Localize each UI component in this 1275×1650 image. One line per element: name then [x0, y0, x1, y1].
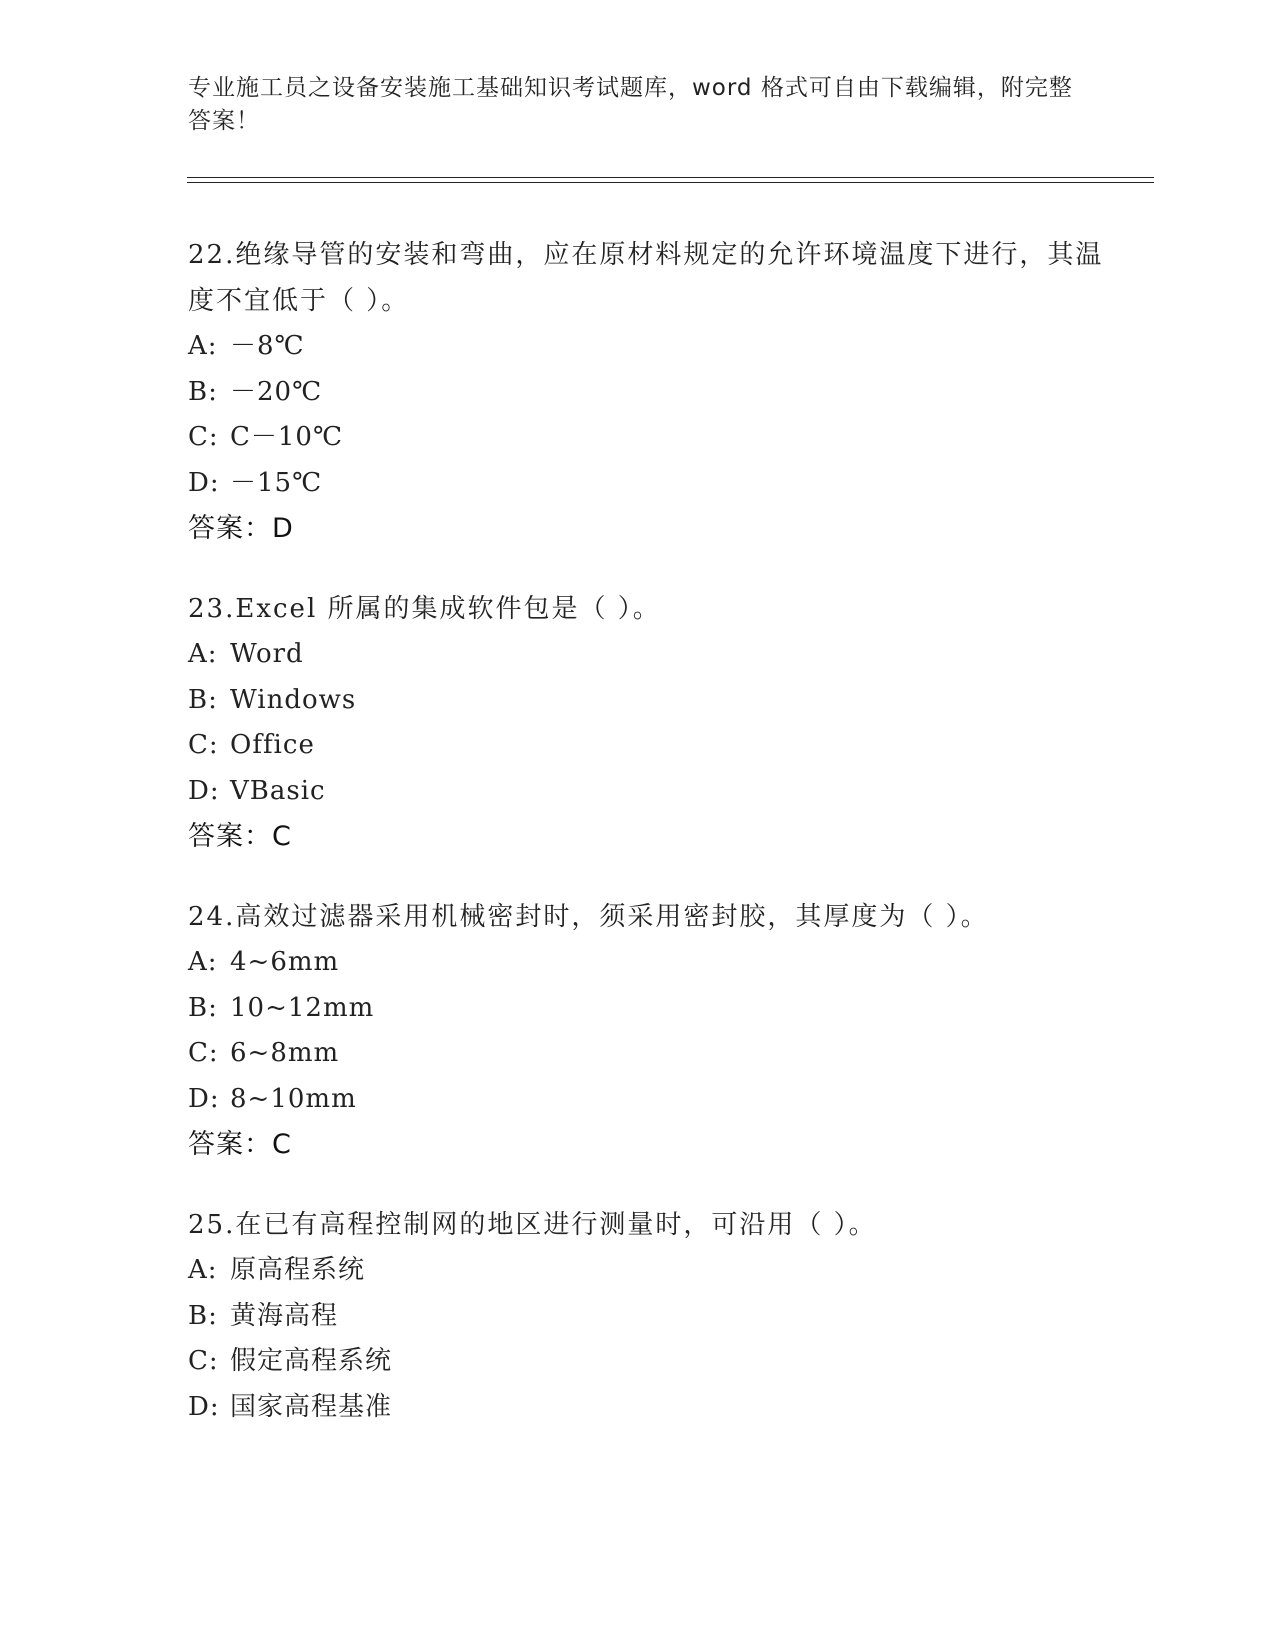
option-text: －15℃ [230, 467, 323, 498]
option-label: B: [188, 992, 218, 1023]
question-stem: 23.Excel 所属的集成软件包是（ ）。 [188, 594, 661, 624]
answer: 答案：C [188, 1129, 292, 1160]
option-text: Word [230, 639, 304, 669]
document-header: 专业施工员之设备安装施工基础知识考试题库，word 格式可自由下载编辑，附完整答案！ [188, 75, 1073, 134]
option-d [188, 1077, 1108, 1123]
option-d [188, 769, 1108, 815]
option-b [188, 986, 1108, 1032]
option-label: B: [188, 684, 218, 715]
question-24 [188, 894, 1108, 1168]
option-d [188, 461, 1108, 507]
question-22 [188, 232, 1108, 552]
option-a [188, 1248, 1108, 1294]
option-label: C: [188, 1346, 219, 1376]
question-23 [188, 586, 1108, 860]
option-label: B: [188, 1300, 218, 1331]
option-a [188, 324, 1108, 370]
option-label: D: [188, 775, 220, 806]
option-text: 4~6mm [230, 947, 340, 977]
option-text: －8℃ [230, 331, 305, 361]
question-25 [188, 1202, 1108, 1430]
question-stem: 22.绝缘导管的安装和弯曲，应在原材料规定的允许环境温度下进行，其温度不宜低于（ ）。 [188, 240, 1104, 316]
option-label: A: [188, 947, 218, 977]
option-d [188, 1385, 1108, 1431]
header-divider-top [187, 177, 1154, 178]
option-c [188, 723, 1108, 769]
option-label: C: [188, 1038, 219, 1068]
option-label: A: [188, 331, 218, 361]
option-a [188, 940, 1108, 986]
option-label: D: [188, 1083, 220, 1114]
option-text: C－10℃ [230, 422, 344, 452]
option-text: 假定高程系统 [230, 1346, 393, 1376]
option-c [188, 415, 1108, 461]
option-text: Windows [230, 684, 357, 715]
question-list [188, 232, 1108, 1464]
question-stem: 24.高效过滤器采用机械密封时，须采用密封胶，其厚度为（ ）。 [188, 902, 989, 932]
option-text: Office [230, 730, 315, 760]
option-b [188, 370, 1108, 416]
option-b [188, 678, 1108, 724]
option-text: 黄海高程 [230, 1300, 339, 1331]
option-label: C: [188, 422, 219, 452]
option-text: 国家高程基准 [230, 1391, 393, 1422]
option-text: 6~8mm [230, 1038, 340, 1068]
option-c [188, 1339, 1108, 1385]
option-label: A: [188, 1255, 218, 1285]
header-divider-bottom [187, 182, 1154, 183]
option-text: 8~10mm [230, 1083, 357, 1114]
option-label: B: [188, 376, 218, 407]
option-text: VBasic [230, 775, 326, 806]
option-label: C: [188, 730, 219, 760]
option-text: －20℃ [230, 376, 323, 407]
question-stem: 25.在已有高程控制网的地区进行测量时，可沿用（ ）。 [188, 1210, 877, 1240]
option-text: 原高程系统 [230, 1255, 366, 1285]
option-label: D: [188, 467, 220, 498]
option-text: 10~12mm [230, 992, 375, 1023]
answer: 答案：D [188, 513, 294, 544]
option-b [188, 1294, 1108, 1340]
answer: 答案：C [188, 821, 292, 852]
option-label: A: [188, 639, 218, 669]
option-a [188, 632, 1108, 678]
option-label: D: [188, 1391, 220, 1422]
option-c [188, 1031, 1108, 1077]
